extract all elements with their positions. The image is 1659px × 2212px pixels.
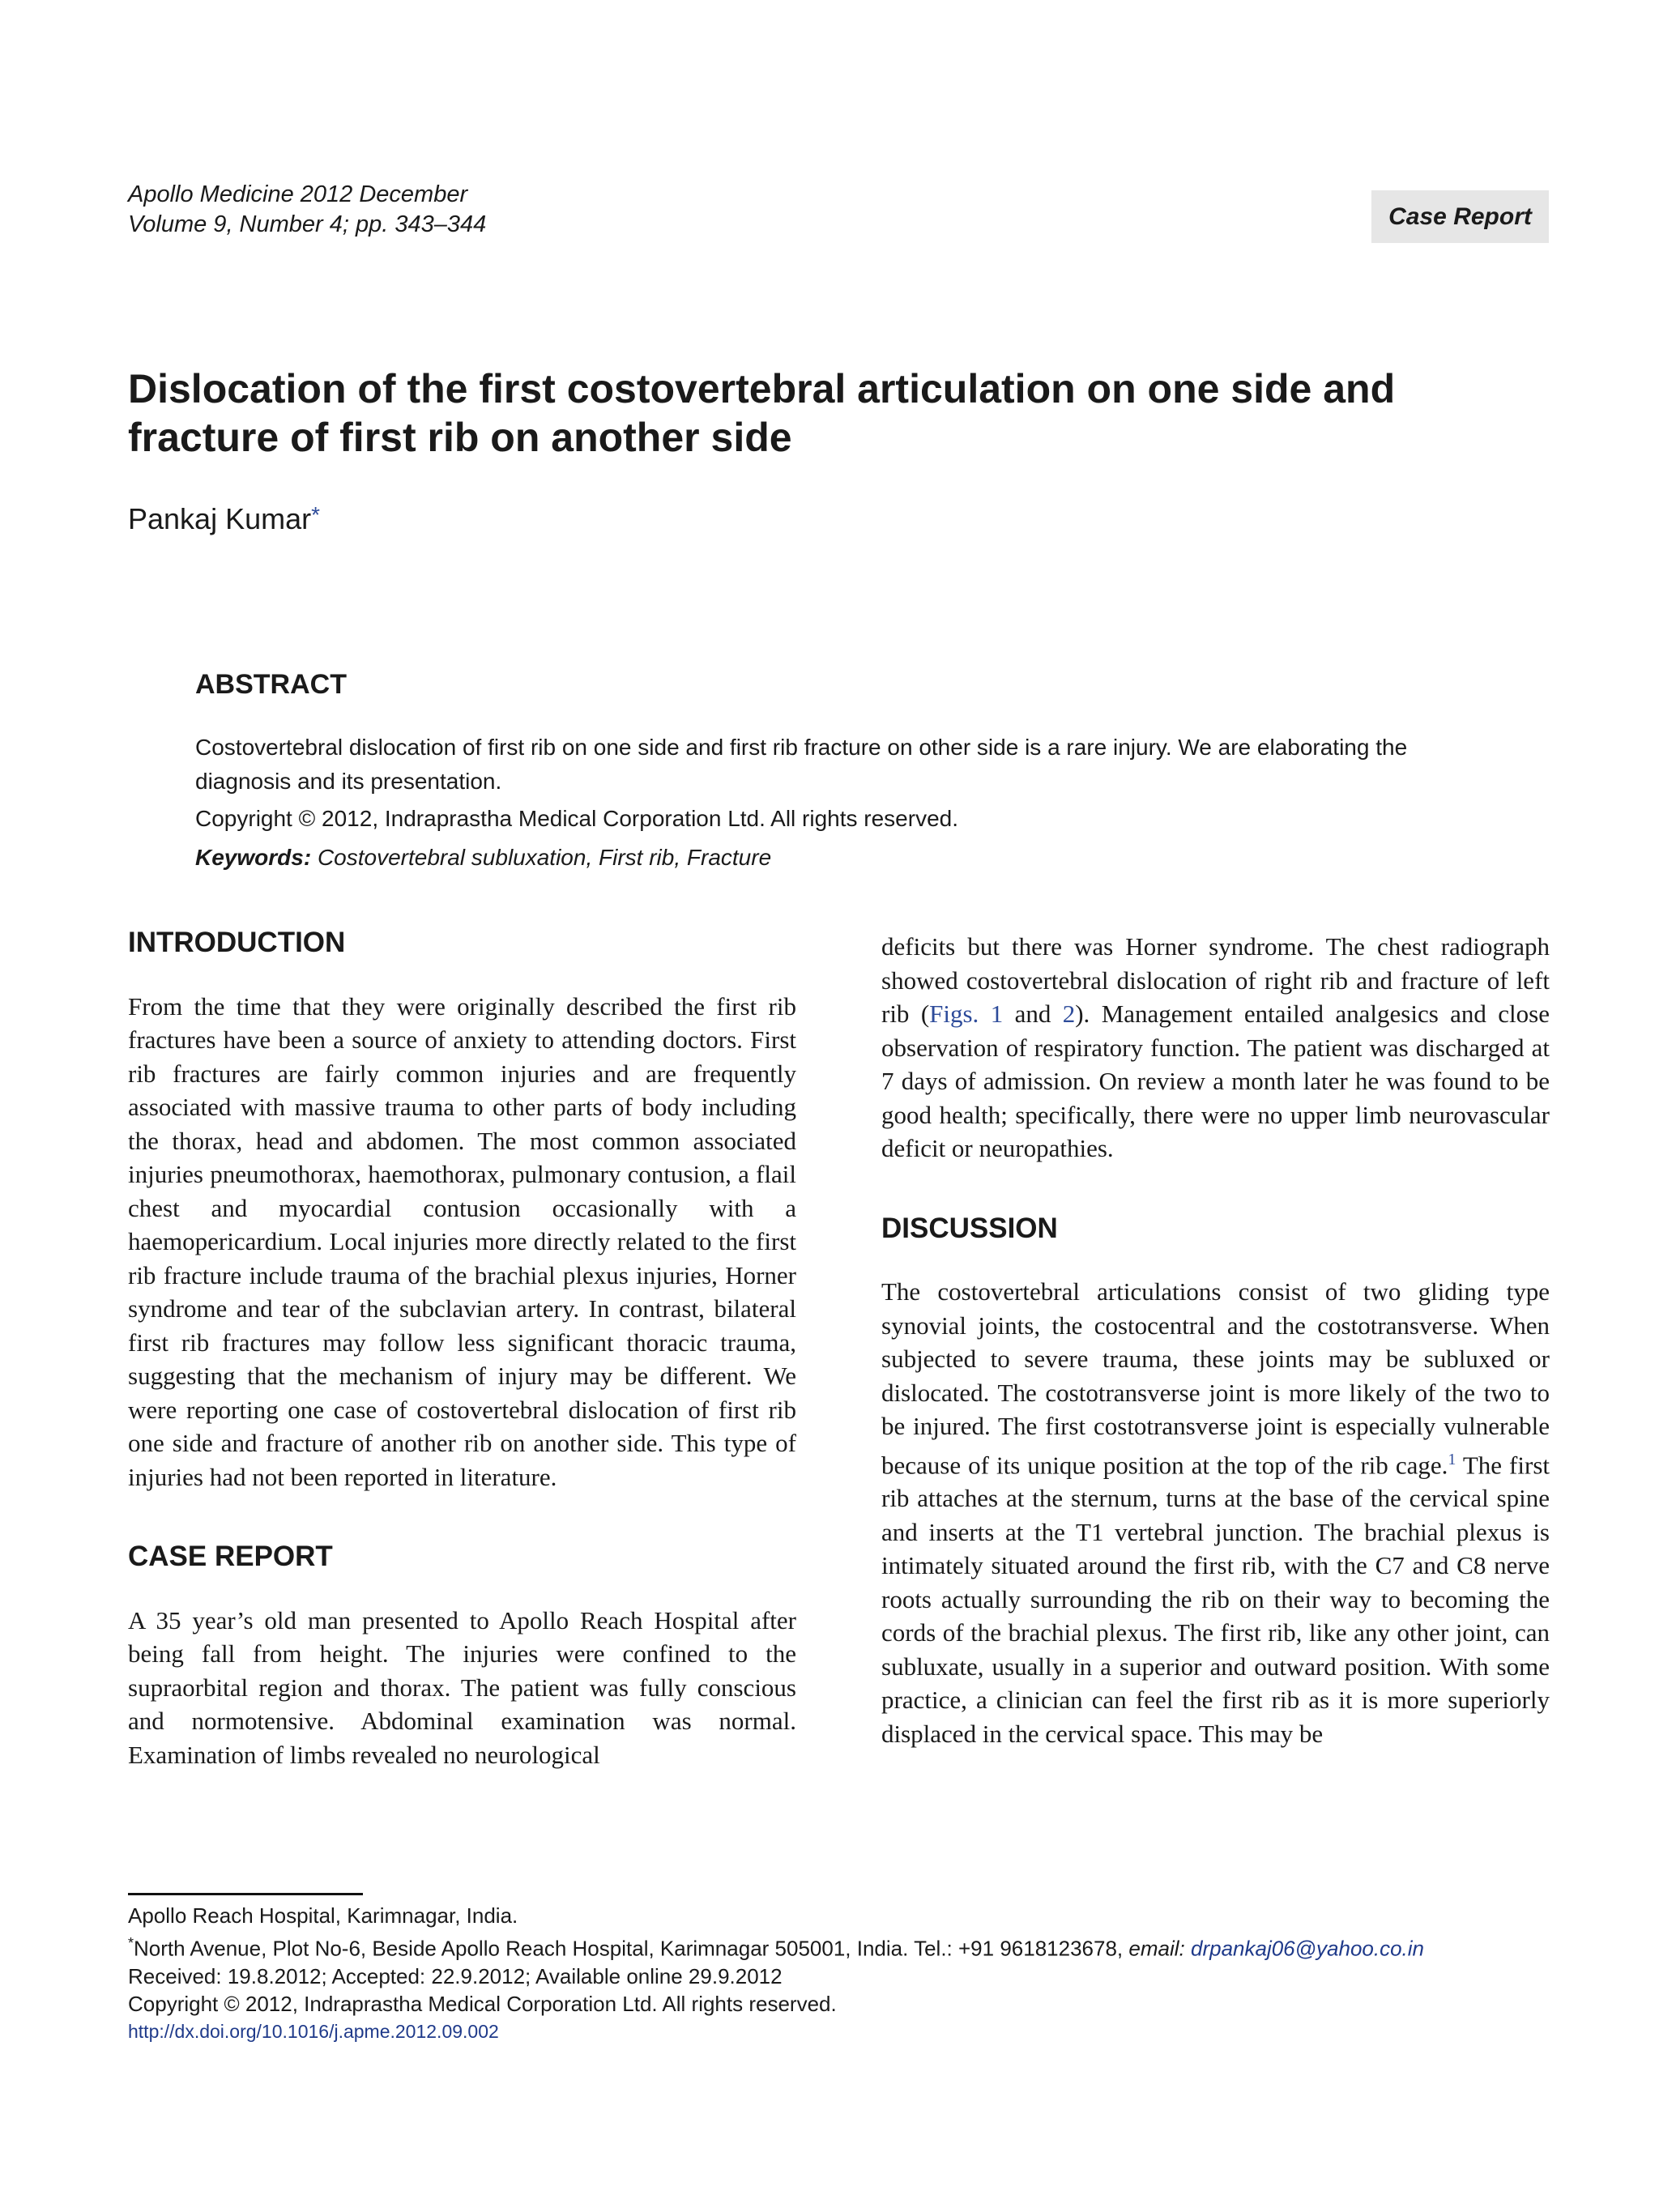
introduction-text: From the time that they were originally described the first rib fractures have been a source of anxiety to attending doctors. First rib fractures are fairly common injuries and are frequently associated with massive trauma to other parts of body including the thorax, head and abdomen. The most common associated injuries pneumothorax, haemothorax, pulmonary contusion, a flail chest and myocardial contusion occasionally with a haemopericardium. Local injuries more directly related to the first rib fracture include trauma of the brachial plexus injuries, Horner syndrome and tear of the subclavian artery. In contrast, bilateral first rib fractures may follow less significant thoracic trauma, suggesting that the mechanism of injury may be different. We were reporting one case of costovertebral dislocation of first rib one side and fracture of another rib on another side. This type of injuries had not been reported in literature. xyxy=(128,991,796,1491)
journal-info xyxy=(128,180,486,240)
right-column xyxy=(881,930,1550,1750)
correspondence: *North Avenue, Plot No-6, Beside Apollo Reach Hospital, Karimnagar 505001, India. Tel.: +91 9618123678, email: drpankaj06@yahoo.co.in xyxy=(128,1935,1425,1961)
left-column xyxy=(128,926,796,1771)
case-report-heading: CASE REPORT xyxy=(128,1541,333,1572)
keywords xyxy=(195,845,771,871)
abstract-copyright: Copyright © 2012, Indraprastha Medical Corporation Ltd. All rights reserved. xyxy=(195,806,959,831)
footnotes xyxy=(128,1902,1424,2045)
author-footnote-link[interactable]: * xyxy=(311,502,321,527)
footnote-divider xyxy=(128,1893,363,1895)
case-report-text: A 35 year’s old man presented to Apollo Reach Hospital after being fall from height. The injuries were confined to the supraorbital region and thorax. The patient was fully conscious and normotensive. Abdominal examination was normal. Examination of limbs revealed no neurological xyxy=(128,1605,796,1769)
keywords-label: Keywords: xyxy=(195,845,312,870)
discussion-heading: DISCUSSION xyxy=(881,1212,1058,1244)
figure-2-link[interactable]: 2 xyxy=(1062,999,1076,1028)
introduction-heading: INTRODUCTION xyxy=(128,927,346,958)
affiliation: Apollo Reach Hospital, Karimnagar, India. xyxy=(128,1903,518,1928)
footnote-copyright: Copyright © 2012, Indraprastha Medical Corporation Ltd. All rights reserved. xyxy=(128,1991,837,2016)
article-type-badge: Case Report xyxy=(1371,190,1549,243)
journal-name: Apollo Medicine 2012 December xyxy=(128,181,468,207)
reference-1-link[interactable]: 1 xyxy=(1448,1450,1456,1468)
figures-link[interactable]: Figs. 1 xyxy=(929,999,1004,1028)
abstract-heading: ABSTRACT xyxy=(195,669,347,700)
abstract-text: Costovertebral dislocation of first rib on one side and first rib fracture on other side is a rare injury. We are elaborating the diagnosis and its presentation. xyxy=(195,735,1408,794)
discussion-text: The costovertebral articulations consist of two gliding type synovial joints, the costocentral and the costotransverse. When subjected to severe trauma, these joints may be subluxed or dislocated. The costotransverse joint is more likely of the two to be injured. The first costotransverse joint is especially vulnerable because of its unique position at the top of the rib cage.$^1$ The first rib attaches at the sternum, turns at the base of the cervical spine and inserts at the T1 vertebral junction. The brachial plexus is intimately situated around the first rib, with the C7 and C8 nerve roots actually surrounding the rib on their way to becoming the cords of the brachial plexus. The first rib, like any other joint, can subluxate, usually in a superior and outward position. With some practice, a clinician can feel the first rib as it is more superiorly displaced in the cervical space. This may be xyxy=(881,1277,1550,1748)
article-dates: Received: 19.8.2012; Accepted: 22.9.2012; Available online 29.9.2012 xyxy=(128,1963,783,1988)
keywords-list: Costovertebral subluxation, First rib, Fracture xyxy=(317,845,772,870)
author-name: Pankaj Kumar xyxy=(128,502,312,535)
email-link[interactable]: drpankaj06@yahoo.co.in xyxy=(1190,1936,1425,1961)
case-report-continued: deficits but there was Horner syndrome. The chest radiograph showed costovertebral dislocation of right rib and fracture of left rib (Figs. 1 and 2). Management entailed analgesics and close observation of respiratory function. The patient was discharged at 7 days of admission. On review a month later he was found to be good health; specifically, there were no upper limb neurovascular deficit or neuropathies. xyxy=(881,932,1550,1162)
author xyxy=(128,502,320,536)
doi-link[interactable]: http://dx.doi.org/10.1016/j.apme.2012.09.002 xyxy=(128,2020,499,2042)
email-label: email: xyxy=(1128,1936,1185,1961)
journal-volume: Volume 9, Number 4; pp. 343–344 xyxy=(128,211,487,237)
article-title: Dislocation of the first costovertebral articulation on one side and fracture of first rib on another side xyxy=(128,366,1396,460)
